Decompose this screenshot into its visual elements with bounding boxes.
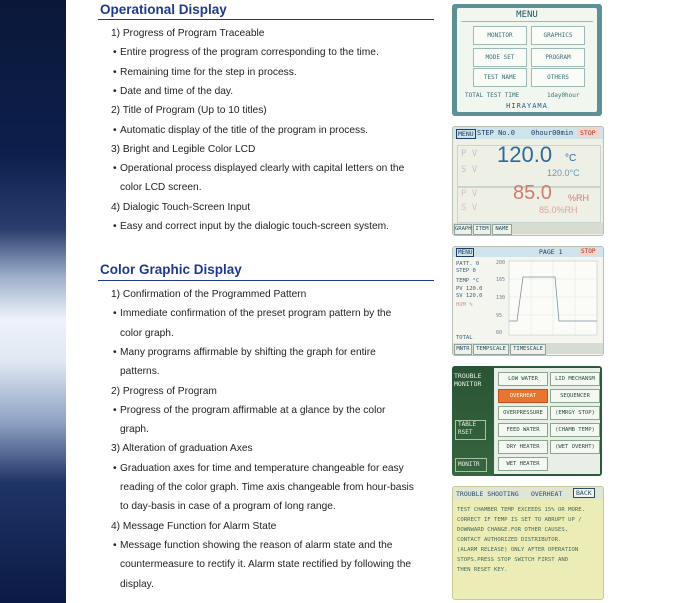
section-item-heading: 2) Title of Program (Up to 10 titles) xyxy=(111,105,267,117)
sv-value: SV 120.0 xyxy=(456,292,483,299)
temp-unit: °C xyxy=(565,153,577,164)
section-title-operational: Operational Display xyxy=(100,2,227,17)
y-tick-label: 200 xyxy=(496,260,506,266)
total-label: TOTAL xyxy=(456,335,473,342)
trouble-item[interactable]: OVERHEAT xyxy=(498,389,548,403)
tab-item[interactable]: ITEM xyxy=(473,224,491,235)
stop-button[interactable]: STOP xyxy=(581,248,596,255)
monitor-screen xyxy=(452,126,604,236)
temp-label: TEMP °C xyxy=(456,278,480,285)
pv-label: P V xyxy=(461,149,478,159)
menu-screen xyxy=(452,4,602,116)
trouble-shooting-title: TROUBLE SHOOTING xyxy=(456,490,519,498)
trouble-item[interactable]: FEED WATER xyxy=(498,423,548,437)
tab-name[interactable]: NAME xyxy=(492,224,512,235)
bullet-text: • Remaining time for the step in process. xyxy=(120,67,297,78)
bullet-continuation: reading of the color graph. Time axis changeable from hour-basis xyxy=(120,482,414,493)
brand-label: HIRAYAMA xyxy=(506,102,548,110)
step-time: 0hour00min xyxy=(531,129,574,137)
trouble-item[interactable]: OVERPRESSURE xyxy=(498,406,548,420)
y-tick-label: 165 xyxy=(496,277,506,283)
menu-item-program[interactable]: PROGRAM xyxy=(531,48,585,67)
tab-timescale[interactable]: TIMESCALE xyxy=(510,344,546,355)
tab-mntr[interactable]: MNTR xyxy=(454,344,472,355)
side-stripe xyxy=(0,0,66,603)
back-button[interactable]: BACK xyxy=(573,488,595,498)
section-item-heading: 4) Message Function for Alarm State xyxy=(111,520,277,532)
pv-value: PV 120.0 xyxy=(456,285,483,292)
graph-screen xyxy=(452,246,604,356)
sv-label-hum: S V xyxy=(461,203,478,213)
program-graph xyxy=(495,259,601,341)
y-tick-label: 60 xyxy=(496,330,503,336)
monitor-button[interactable]: MONITR xyxy=(455,458,487,472)
trouble-item[interactable]: (WET OVERHT) xyxy=(550,440,600,454)
table-rset-button[interactable]: TABLE RSET xyxy=(455,420,486,440)
trouble-message-line: THEN RESET KEY. xyxy=(457,567,508,573)
bullet-continuation: countermeasure to rectify it. Alarm state rectified by following the xyxy=(120,559,412,571)
hum-label: HUM % xyxy=(456,302,473,309)
bullet-text: • Operational process displayed clearly with capital letters on the xyxy=(120,163,404,174)
section-item-heading: 3) Alteration of graduation Axes xyxy=(111,443,253,455)
trouble-message-line: CORRECT IF TEMP IS SET TO ABRUPT UP / xyxy=(457,517,582,523)
bullet-text: • Immediate confirmation of the preset program pattern by the xyxy=(120,308,391,319)
graph-side-info xyxy=(456,261,483,342)
bullet-continuation: color graph. xyxy=(120,327,174,339)
temp-pv: 120.0 xyxy=(497,142,553,167)
bullet-continuation: display. xyxy=(120,578,154,590)
page-label: PAGE 1 xyxy=(539,248,563,256)
tab-graph[interactable]: GRAPH xyxy=(454,224,472,235)
menu-item-others[interactable]: OTHERS xyxy=(531,68,585,87)
trouble-item[interactable]: LOW WATER xyxy=(498,372,548,386)
section-item-heading: 1) Confirmation of the Programmed Pattern xyxy=(111,289,307,300)
y-tick-label: 130 xyxy=(496,295,506,301)
total-test-time-label: TOTAL TEST TIME xyxy=(465,92,520,99)
menu-item-monitor[interactable]: MONITOR xyxy=(473,26,527,45)
bullet-text: • Graduation axes for time and temperature changeable for easy xyxy=(120,463,404,474)
trouble-item[interactable]: WET HEATER xyxy=(498,457,548,471)
trouble-message-line: TEST CHAMBER TEMP EXCEEDS 15% OR MORE. xyxy=(457,507,585,513)
hum-sv: 85.0%RH xyxy=(539,205,578,215)
trouble-message-line: STOPS.PRESS STOP SWITCH FIRST AND xyxy=(457,557,569,563)
bullet-text: • Message function showing the reason of alarm state and the xyxy=(120,540,392,551)
menu-button[interactable]: MENU xyxy=(458,130,474,138)
menu-button[interactable]: MENU xyxy=(458,249,473,256)
trouble-item[interactable]: LID MECHANSM xyxy=(550,372,600,386)
section-rule xyxy=(98,19,434,20)
bullet-text: • Progress of the program affirmable at a glance by the color xyxy=(120,405,385,416)
temp-sv: 120.0°C xyxy=(547,168,580,178)
bullet-continuation: to day-basis in case of a program of long range. xyxy=(120,501,336,513)
section-title-color-graphic: Color Graphic Display xyxy=(100,262,242,277)
trouble-item[interactable]: SEQUENCER xyxy=(550,389,600,403)
stop-button[interactable]: STOP xyxy=(577,128,599,138)
bullet-text: • Entire progress of the program corresponding to the time. xyxy=(120,47,379,58)
trouble-monitor-screen xyxy=(452,366,602,476)
total-test-time-value: 1day0hour xyxy=(547,92,580,99)
trouble-item[interactable]: (EMRGY STOP) xyxy=(550,406,600,420)
bullet-continuation: color LCD screen. xyxy=(120,182,202,194)
trouble-message-line: (ALARM RELEASE) ONLY AFTER OPERATION xyxy=(457,547,579,553)
tab-tempscale[interactable]: TEMPSCALE xyxy=(473,344,509,355)
patt-label: PATT. 0 xyxy=(456,261,480,267)
bullet-text: • Many programs affirmable by shifting the graph for entire xyxy=(120,347,376,358)
sv-label: S V xyxy=(461,165,478,175)
step-label: STEP 0 xyxy=(456,268,476,275)
trouble-message-line: CONTACT AUTHORIZED DISTRIBUTOR. xyxy=(457,537,562,543)
hum-pv: 85.0 xyxy=(513,182,552,204)
section-item-heading: 3) Bright and Legible Color LCD xyxy=(111,143,256,155)
bullet-text: • Date and time of the day. xyxy=(120,86,233,97)
bullet-text: • Automatic display of the title of the program in process. xyxy=(120,125,368,136)
section-item-heading: 4) Dialogic Touch-Screen Input xyxy=(111,201,251,213)
trouble-item[interactable]: DRY HEATER xyxy=(498,440,548,454)
trouble-subject: OVERHEAT xyxy=(531,490,563,498)
hum-unit: %RH xyxy=(568,193,590,203)
trouble-message-line: DOWNWARD CHANGE.FOR OTHER CAUSES, xyxy=(457,527,569,533)
trouble-shooting-screen xyxy=(452,486,604,600)
trouble-monitor-title: TROUBLE MONITOR xyxy=(454,372,482,388)
step-number: STEP No.0 xyxy=(477,129,515,137)
trouble-item[interactable]: (CHAMB TEMP) xyxy=(550,423,600,437)
menu-item-mode-set[interactable]: MODE SET xyxy=(473,48,527,67)
bullet-continuation: patterns. xyxy=(120,366,160,378)
y-tick-label: 95 xyxy=(496,313,503,319)
section-item-heading: 2) Progress of Program xyxy=(111,385,217,397)
pv-label-hum: P V xyxy=(461,189,478,199)
bullet-text: • Easy and correct input by the dialogic touch-screen system. xyxy=(120,221,389,232)
menu-item-test-name[interactable]: TEST NAME xyxy=(473,68,527,87)
section-item-heading: 1) Progress of Program Traceable xyxy=(111,28,265,39)
menu-item-graphics[interactable]: GRAPHICS xyxy=(531,26,585,45)
section-rule xyxy=(98,280,434,281)
menu-title: MENU xyxy=(516,10,538,20)
bullet-continuation: graph. xyxy=(120,424,149,436)
